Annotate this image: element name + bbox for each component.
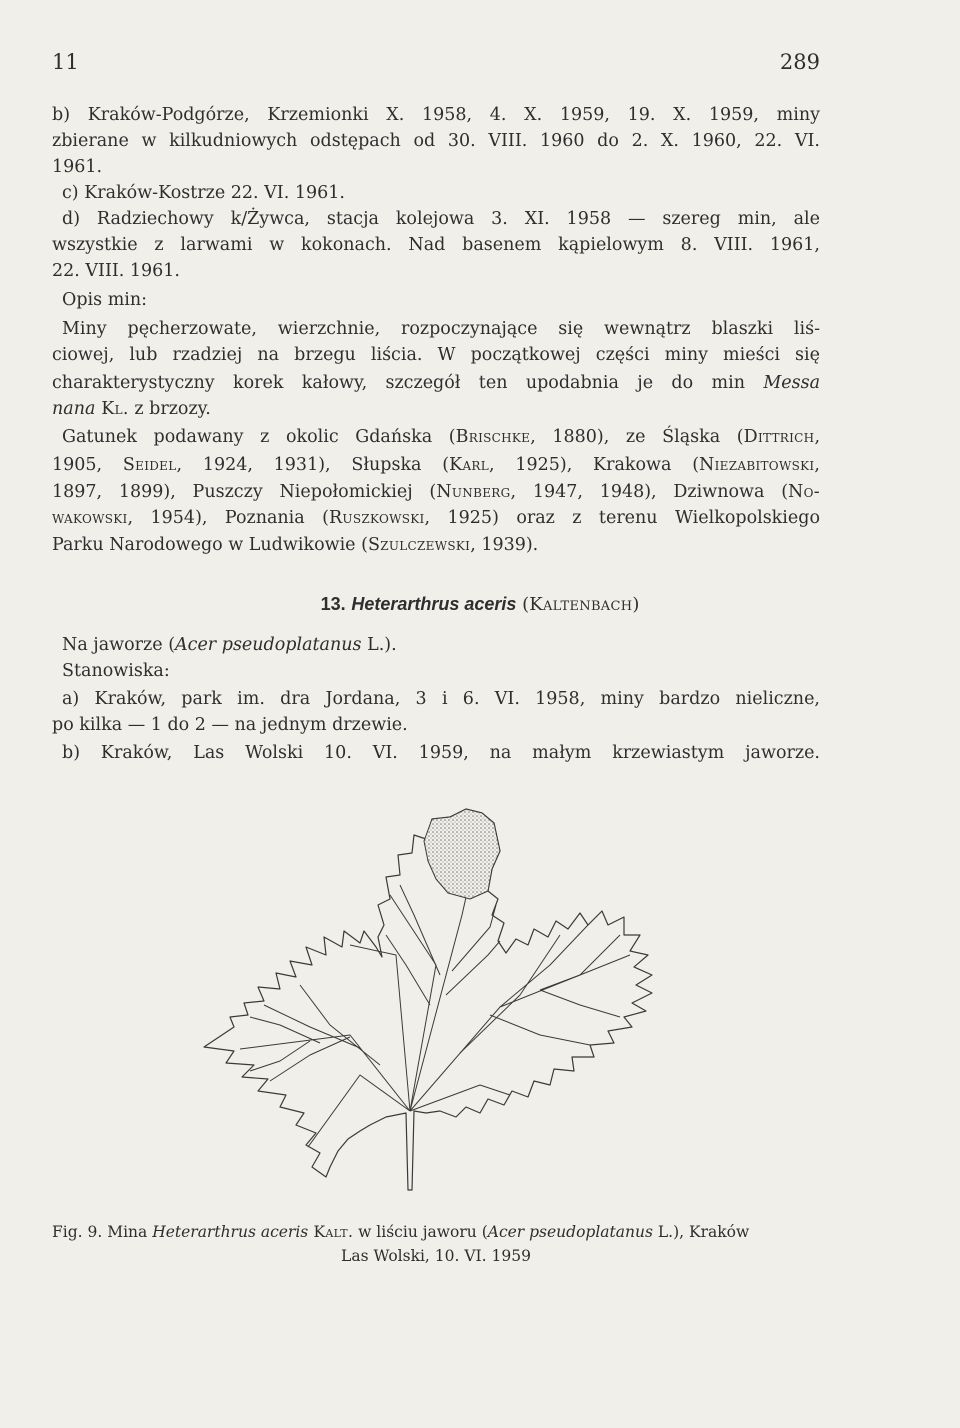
- text-line: zbierane w kilkudniowych odstępach od 30. VIII. 1960 do 2. X. 1960, 22. VI.: [52, 131, 820, 151]
- text-line: b) Kraków-Podgórze, Krzemionki X. 1958, 4. X. 1959, 19. X. 1959, miny: [52, 105, 820, 125]
- subheading: Opis min:: [62, 290, 148, 310]
- page-section-number: 11: [52, 50, 79, 74]
- leaf-veins: [240, 835, 630, 1147]
- page-number: 289: [779, 50, 820, 74]
- text-line: Parku Narodowego w Ludwikowie (Szulczewski, 1939).: [52, 535, 539, 555]
- text-line: wakowski, 1954), Poznania (Ruszkowski, 1925) oraz z terenu Wielkopolskiego: [52, 508, 820, 528]
- text-line: c) Kraków-Kostrze 22. VI. 1961.: [62, 183, 345, 203]
- leaf-illustration: [200, 795, 680, 1195]
- figure-caption-line-2: Las Wolski, 10. VI. 1959: [341, 1247, 531, 1265]
- text-line: 1905, Seidel, 1924, 1931), Słupska (Karl, 1925), Krakowa (Niezabitowski,: [52, 455, 820, 475]
- text-line: wszystkie z larwami w kokonach. Nad basenem kąpielowym 8. VIII. 1961,: [52, 235, 820, 255]
- text-line: Miny pęcherzowate, wierzchnie, rozpoczynające się wewnątrz blaszki liś-: [62, 319, 820, 339]
- text-line: Gatunek podawany z okolic Gdańska (Brischke, 1880), ze Śląska (Dittrich,: [62, 427, 821, 447]
- text-line: nana Kl. z brzozy.: [52, 399, 211, 419]
- text-line: charakterystyczny korek kałowy, szczegół ten upodabnia je do min Messa: [52, 373, 820, 393]
- text-line: a) Kraków, park im. dra Jordana, 3 i 6. VI. 1958, miny bardzo nieliczne,: [62, 689, 820, 709]
- text-line: 1961.: [52, 157, 103, 177]
- leaf-outline: [204, 809, 652, 1190]
- text-line: d) Radziechowy k/Żywca, stacja kolejowa 3. XI. 1958 — szereg min, ale: [62, 209, 820, 229]
- figure-caption: Fig. 9. Mina Heterarthrus aceris Kalt. w liściu jaworu (Acer pseudoplatanus L.), Kraków: [52, 1223, 750, 1241]
- subheading: Stanowiska:: [62, 661, 170, 681]
- text-line: 22. VIII. 1961.: [52, 261, 180, 281]
- text-line: 1897, 1899), Puszczy Niepołomickiej (Nunberg, 1947, 1948), Dziwnowa (No-: [52, 482, 820, 502]
- species-heading: 13. Heterarthrus aceris (Kaltenbach): [320, 594, 640, 615]
- leaf-mine: [424, 809, 500, 899]
- text-line: Na jaworze (Acer pseudoplatanus L.).: [62, 635, 397, 655]
- text-line: b) Kraków, Las Wolski 10. VI. 1959, na małym krzewiastym jaworze.: [62, 743, 820, 763]
- text-line: po kilka — 1 do 2 — na jednym drzewie.: [52, 715, 408, 735]
- text-line: ciowej, lub rzadziej na brzegu liścia. W początkowej części miny mieści się: [52, 345, 820, 365]
